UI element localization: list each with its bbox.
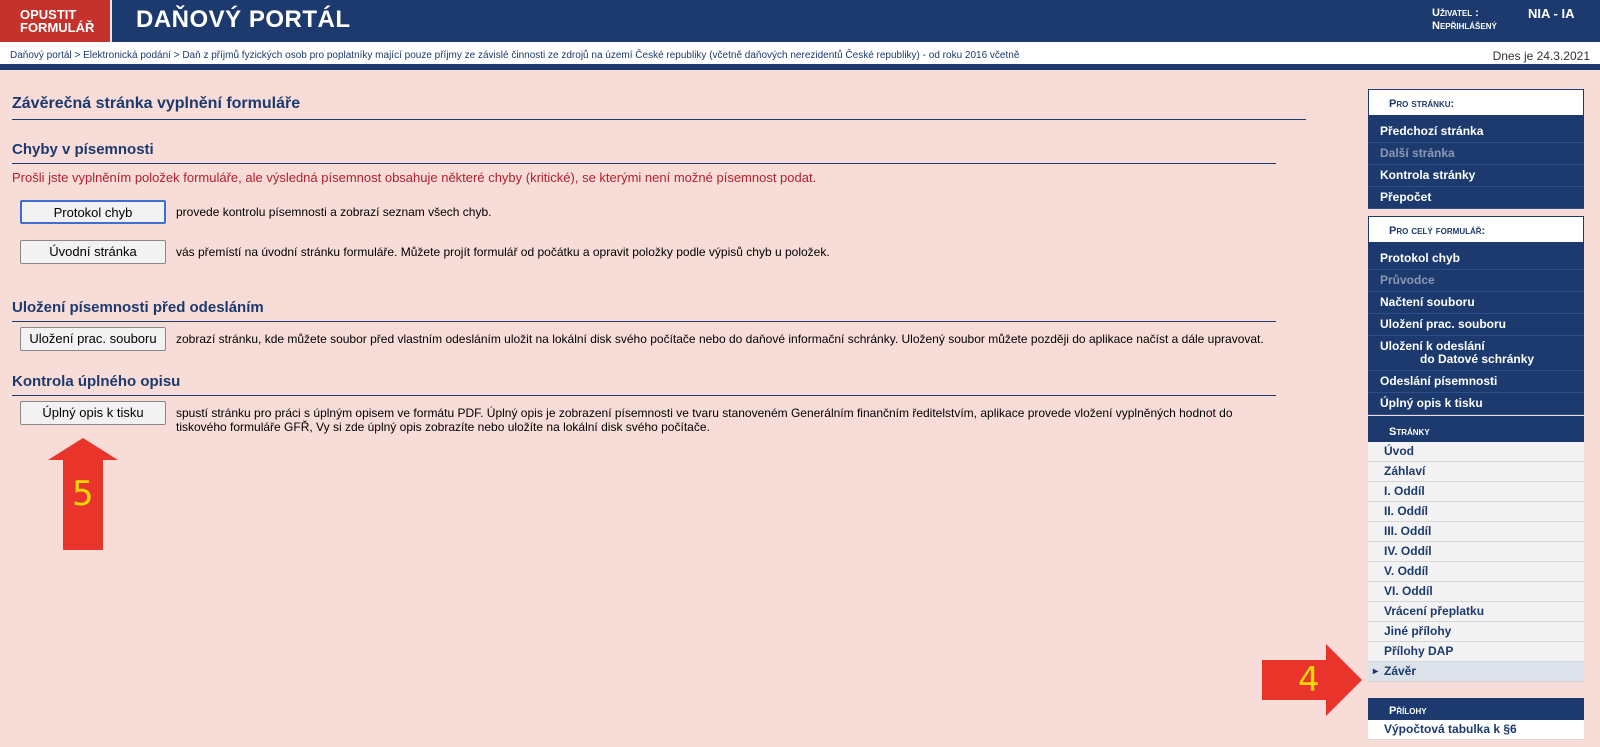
main-content bbox=[12, 95, 1312, 434]
sidebar-form-header: Pro celý formulář: bbox=[1368, 216, 1584, 248]
header-bar bbox=[0, 0, 1600, 42]
user-login-type: NIA - IA bbox=[1528, 6, 1575, 21]
sidebar-page-oddil-6[interactable]: VI. Oddíl bbox=[1368, 582, 1584, 602]
intro-page-button[interactable]: Úvodní stránka bbox=[20, 240, 166, 264]
section-title-print: Kontrola úplného opisu bbox=[12, 373, 1276, 396]
sidebar-page-uvod[interactable]: Úvod bbox=[1368, 442, 1584, 462]
sidebar-save-for-sending-line2: do Datové schránky bbox=[1420, 352, 1535, 366]
section-title-save: Uložení písemnosti před odesláním bbox=[12, 299, 1276, 322]
sidebar-save-for-sending-line1: Uložení k odeslání bbox=[1380, 339, 1485, 353]
protocol-errors-desc: provede kontrolu písemnosti a zobrazí seznam všech chyb. bbox=[176, 205, 492, 219]
breadcrumb[interactable]: Daňový portál > Elektronická podání > Daň z příjmů fyzických osob pro poplatníky mající pouze příjmy ze závislé činnosti ze zdrojů na území České republiky (včetně daňových nerezidentů České republiky) - od roku 2016 včetně bbox=[10, 50, 1020, 61]
sidebar-page-oddil-4[interactable]: IV. Oddíl bbox=[1368, 542, 1584, 562]
sidebar-recalculate[interactable]: Přepočet bbox=[1368, 187, 1584, 209]
sidebar-load-file[interactable]: Načtení souboru bbox=[1368, 292, 1584, 314]
sidebar-pages-header: Stránky bbox=[1368, 416, 1584, 442]
sidebar-send-document[interactable]: Odeslání písemnosti bbox=[1368, 371, 1584, 393]
intro-page-desc: vás přemístí na úvodní stránku formuláře. Můžete projít formulář od počátku a opravit položky podle výpisů chyb u položek. bbox=[176, 245, 830, 259]
annotation-number-4: 4 bbox=[1298, 660, 1320, 700]
section-title-errors: Chyby v písemnosti bbox=[12, 141, 1276, 164]
sidebar-form-section bbox=[1368, 216, 1584, 415]
breadcrumb-bar bbox=[0, 42, 1600, 70]
sidebar-page-header: Pro stránku: bbox=[1368, 89, 1584, 121]
sidebar-page-jine-prilohy[interactable]: Jiné přílohy bbox=[1368, 622, 1584, 642]
exit-form-label-line1: OPUSTIT bbox=[20, 7, 77, 22]
full-copy-print-desc: spustí stránku pro práci s úplným opisem ve formátu PDF. Úplný opis je zobrazení písemnosti ve tvaru stanoveném Generálním finančním ředitelstvím, aplikace provede vložení vyplněných hodnot do tiskového formuláře GFŘ, Vy si zde úplný opis zobrazíte nebo uložíte na lokální disk svého počítače. bbox=[176, 406, 1233, 434]
full-copy-print-button[interactable]: Úplný opis k tisku bbox=[20, 401, 166, 425]
save-work-file-button[interactable]: Uložení prac. souboru bbox=[20, 327, 166, 351]
user-status: Nepřihlášený bbox=[1432, 20, 1497, 32]
sidebar-check-page[interactable]: Kontrola stránky bbox=[1368, 165, 1584, 187]
annotation-number-5: 5 bbox=[72, 474, 94, 514]
sidebar-protocol-errors[interactable]: Protokol chyb bbox=[1368, 248, 1584, 270]
sidebar-page-oddil-1[interactable]: I. Oddíl bbox=[1368, 482, 1584, 502]
sidebar-page-zahlavi[interactable]: Záhlaví bbox=[1368, 462, 1584, 482]
page-title: Závěrečná stránka vyplnění formuláře bbox=[12, 95, 1306, 120]
sidebar-page-prilohy-dap[interactable]: Přílohy DAP bbox=[1368, 642, 1584, 662]
portal-title: DAŇOVÝ PORTÁL bbox=[136, 6, 351, 33]
user-label: Uživatel : bbox=[1432, 7, 1479, 19]
sidebar-page-section bbox=[1368, 89, 1584, 209]
exit-form-button[interactable] bbox=[0, 0, 112, 42]
sidebar-save-work-file[interactable]: Uložení prac. souboru bbox=[1368, 314, 1584, 336]
intro-row bbox=[20, 240, 830, 264]
save-row bbox=[20, 327, 1264, 351]
sidebar-attachments-header: Přílohy bbox=[1368, 698, 1584, 720]
sidebar-save-for-sending[interactable] bbox=[1368, 336, 1584, 371]
sidebar-attachment-calc-table[interactable]: Výpočtová tabulka k §6 bbox=[1368, 720, 1584, 740]
sidebar-guide: Průvodce bbox=[1368, 270, 1584, 292]
sidebar-page-oddil-5[interactable]: V. Oddíl bbox=[1368, 562, 1584, 582]
sidebar-next-page: Další stránka bbox=[1368, 143, 1584, 165]
save-work-file-desc: zobrazí stránku, kde můžete soubor před vlastním odesláním uložit na lokální disk svého počítače nebo do daňové informační schránky. Uložený soubor můžete později do aplikace načíst a dále upravovat. bbox=[176, 332, 1264, 346]
sidebar-page-oddil-3[interactable]: III. Oddíl bbox=[1368, 522, 1584, 542]
today-date: Dnes je 24.3.2021 bbox=[1492, 49, 1590, 63]
sidebar-page-vraceni-preplatku[interactable]: Vrácení přeplatku bbox=[1368, 602, 1584, 622]
sidebar-full-copy-print[interactable]: Úplný opis k tisku bbox=[1368, 393, 1584, 415]
user-info bbox=[1432, 7, 1497, 33]
error-message: Prošli jste vyplněním položek formuláře, ale výsledná písemnost obsahuje některé chyby (kritické), se kterými není možné písemnost podat. bbox=[12, 170, 817, 185]
sidebar-page-oddil-2[interactable]: II. Oddíl bbox=[1368, 502, 1584, 522]
sidebar-pages-section bbox=[1368, 416, 1584, 682]
sidebar-page-zaver[interactable]: ▸ Závěr bbox=[1368, 662, 1584, 682]
protocol-errors-button[interactable]: Protokol chyb bbox=[20, 200, 166, 224]
exit-form-label-line2: FORMULÁŘ bbox=[20, 20, 95, 35]
protocol-row bbox=[20, 200, 492, 224]
sidebar-attachments-section bbox=[1368, 698, 1584, 740]
sidebar-previous-page[interactable]: Předchozí stránka bbox=[1368, 121, 1584, 143]
print-row bbox=[20, 401, 1286, 434]
